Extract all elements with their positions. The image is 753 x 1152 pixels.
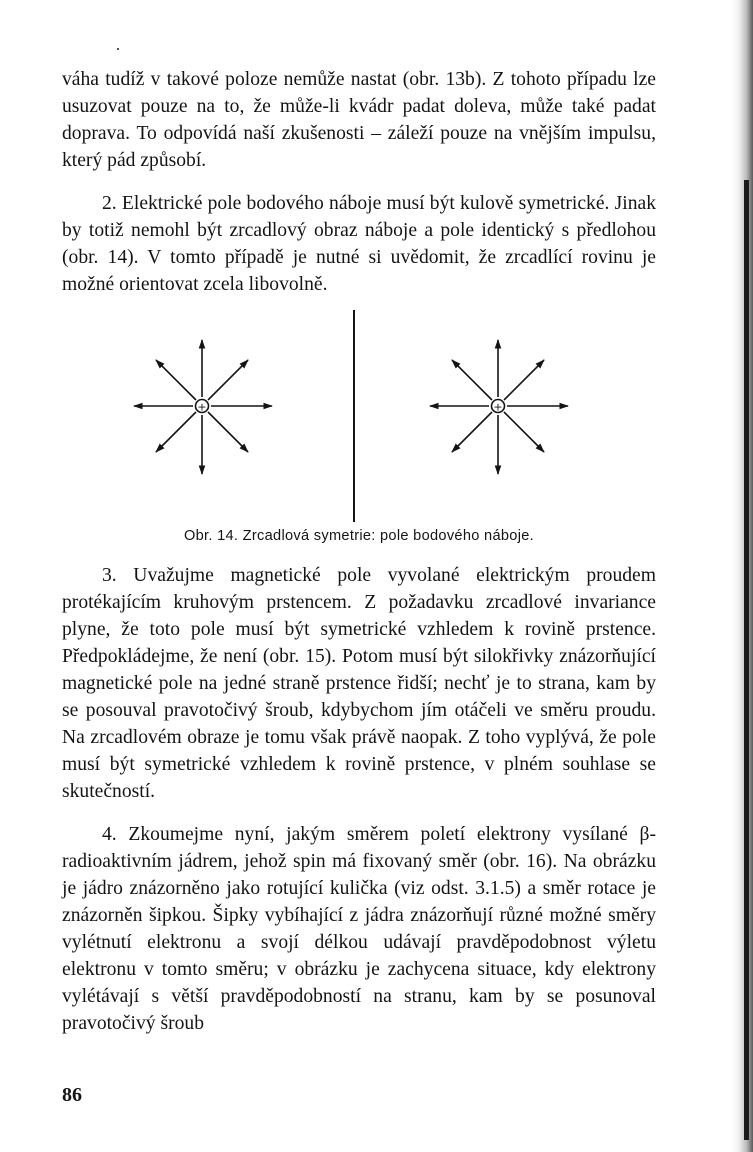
field-arrow-down-right: [504, 412, 544, 452]
paragraph-4: 4. Zkoumejme nyní, jakým směrem poletí elektrony vysílané β-radioaktivním jádrem, jehož spin má fixovaný směr (obr. 16). Na obrázku je jádro znázorněno jako rotující kulička (viz odst. 3.1.5) a směr rotace je znázorněn šipkou. Šipky vybíhající z jádra znázorňují různé možné směry vylétnutí elektronu a svojí délkou udávají pravděpodobnost výletu elektronu v tomto směru; v obrázku je zachycena situace, kdy elektrony vylétávají s větší pravděpodobností na stranu, kam by se posunoval pravotočivý šroub: [62, 824, 656, 1034]
speck-mark: [117, 48, 119, 50]
field-arrow-down-left: [156, 412, 196, 452]
figure-14: [62, 310, 656, 522]
paragraph-2: 2. Elektrické pole bodového náboje musí být kulově symetrické. Jinak by totiž nemohl být zrcadlový obraz náboje a pole identický s předlohou (obr. 14). V tomto případě je nutné si uvědomit, že zrcadlící rovinu je možné orientovat zcela libovolně.: [62, 193, 656, 295]
charge-sign-right: +: [493, 400, 503, 414]
charge-sign-left: +: [197, 400, 207, 414]
page-number: 86: [62, 1084, 82, 1106]
figure-14-diagram: [62, 310, 656, 522]
paragraph-3: 3. Uvažujme magnetické pole vyvolané elektrickým proudem protékajícím kruhovým prstencem. Z požadavku zrcadlové invariance plyne, že toto pole musí být symetrické vzhledem k rovině prstence. Předpokládejme, že není (obr. 15). Potom musí být silokřivky znázorňující magnetické pole na jedné straně prstence řidší; nechť je to strana, kam by se posouval pravotočivý šroub, kdybychom jím otáčeli ve směru proudu. Na zrcadlovém obraze je tomu však právě naopak. Z toho vyplývá, že pole musí být symetrické vzhledem k rovině prstence, v plném souhlase se skutečností.: [62, 565, 656, 802]
field-arrow-down-right: [208, 412, 248, 452]
figure-14-caption: Obr. 14. Zrcadlová symetrie: pole bodového náboje.: [183, 528, 535, 544]
field-arrow-up-left: [156, 360, 196, 400]
page-body: [62, 66, 656, 1037]
field-arrow-up-left: [452, 360, 492, 400]
field-arrow-down-left: [452, 412, 492, 452]
paragraph-1: váha tudíž v takové poloze nemůže nastat (obr. 13b). Z tohoto případu lze usuzovat pouze na to, že může-li kvádr padat doleva, může také padat doprava. To odpovídá naší zkušenosti – záleží pouze na vnějším impulsu, který pád způsobí.: [62, 69, 656, 171]
page-edge-shadow: [731, 0, 753, 1152]
field-arrow-up-right: [504, 360, 544, 400]
field-arrow-up-right: [208, 360, 248, 400]
